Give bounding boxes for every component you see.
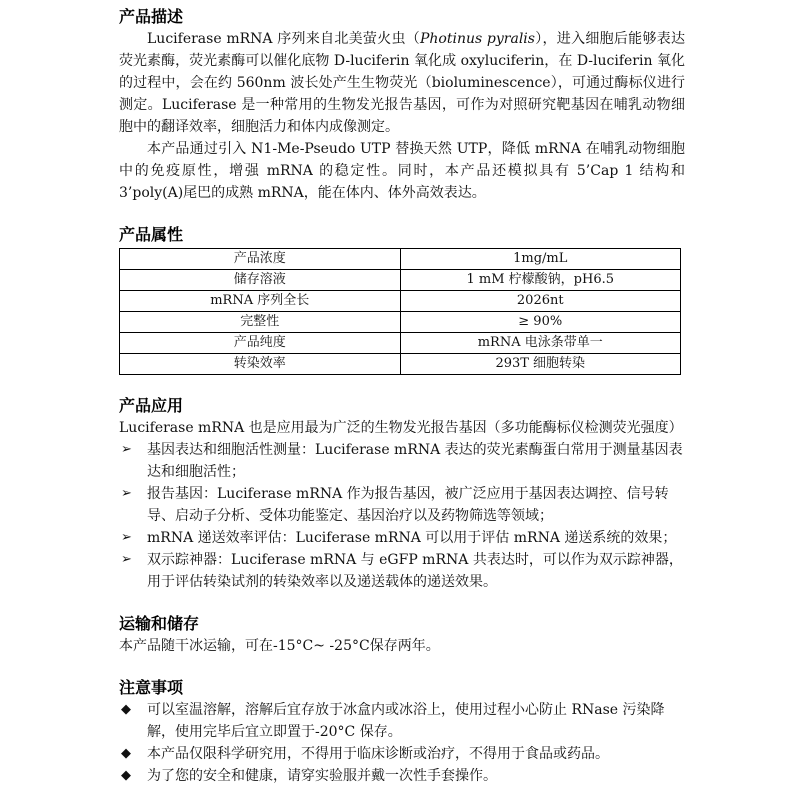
table-row [120,249,681,270]
list-item-text: 可以室温溶解，溶解后宜存放于冰盒内或冰浴上，使用过程小心防止 RNase 污染降解，使用完毕后宜立即置于-20°C 保存。 [147,702,665,740]
property-label: 产品纯度 [120,333,401,354]
description-text-a: Luciferase mRNA 序列来自北美萤火虫（ [147,31,420,47]
document-page [119,6,685,787]
properties-heading: 产品属性 [119,225,184,244]
property-label: 储存溶液 [120,270,401,291]
notes-section [119,677,685,787]
properties-section [119,224,685,375]
diamond-bullet-icon: ◆ [121,702,131,717]
species-name: Photinus pyralis [420,31,535,47]
application-intro: Luciferase mRNA 也是应用最为广泛的生物发光报告基因（多功能酶标仪检测荧光强度） [119,420,683,436]
list-item-text: mRNA 递送效率评估：Luciferase mRNA 可以用于评估 mRNA 递送系统的效果； [147,530,677,546]
application-heading: 产品应用 [119,396,184,415]
property-value: 1mg/mL [400,249,681,270]
property-label: 转染效率 [120,354,401,375]
description-paragraph-2: 本产品通过引入 N1-Me-Pseudo UTP 替换天然 UTP，降低 mRNA 在哺乳动物细胞中的免疫原性，增强 mRNA 的稳定性。同时，本产品还模拟具有 5’Cap 1 结构和 3’poly(A)尾巴的成熟 mRNA，能在体内、体外高效表达。 [119,141,685,201]
storage-text: 本产品随干冰运输，可在-15°C~ -25°C保存两年。 [119,638,440,654]
list-item-text: 基因表达和细胞活性测量：Luciferase mRNA 表达的荧光素酶蛋白常用于测量基因表达和细胞活性； [147,442,683,480]
arrow-bullet-icon: ➢ [121,486,132,501]
property-value: 1 mM 柠檬酸钠，pH6.5 [400,270,681,291]
table-row [120,270,681,291]
diamond-bullet-icon: ◆ [121,746,131,761]
list-item [119,765,685,787]
list-item-text: 为了您的安全和健康，请穿实验服并戴一次性手套操作。 [147,768,497,784]
list-item-text: 双示踪神器：Luciferase mRNA 与 eGFP mRNA 共表达时，可以作为双示踪神器，用于评估转染试剂的转染效率以及递送载体的递送效果。 [147,552,683,590]
storage-heading: 运输和储存 [119,614,200,633]
property-value: mRNA 电泳条带单一 [400,333,681,354]
property-value: ≥ 90% [400,312,681,333]
notes-heading: 注意事项 [119,678,184,697]
arrow-bullet-icon: ➢ [121,442,132,457]
list-item [119,439,685,483]
application-section [119,395,685,593]
storage-section [119,613,685,657]
diamond-bullet-icon: ◆ [121,768,131,783]
property-label: 产品浓度 [120,249,401,270]
description-paragraph-1 [119,28,685,138]
table-row [120,291,681,312]
list-item [119,699,685,743]
arrow-bullet-icon: ➢ [121,530,132,545]
description-text-b: ），进入细胞后能够表达荧光素酶，荧光素酶可以催化底物 D-luciferin 氧化成 oxyluciferin，在 D-luciferin 氧化的过程中，会在约 560nm 波长处产生生物荧光（bioluminescence），可通过酶标仪进行测定。Luciferase 是一种常用的生物发光报告基因，可作为对照研究靶基因在哺乳动物细胞中的翻译效率，细胞活力和体内成像测定。 [119,31,686,135]
table-row [120,333,681,354]
property-value: 293T 细胞转染 [400,354,681,375]
arrow-bullet-icon: ➢ [121,552,132,567]
list-item-text: 本产品仅限科学研究用，不得用于临床诊断或治疗，不得用于食品或药品。 [147,746,609,762]
list-item [119,549,685,593]
property-label: mRNA 序列全长 [120,291,401,312]
description-heading: 产品描述 [119,7,184,26]
application-list [119,439,685,593]
properties-table [119,248,681,375]
table-row [120,354,681,375]
list-item-text: 报告基因：Luciferase mRNA 作为报告基因，被广泛应用于基因表达调控、信号转导、启动子分析、受体功能鉴定、基因治疗以及药物筛选等领域； [147,486,669,524]
property-label: 完整性 [120,312,401,333]
list-item [119,743,685,765]
description-section [119,6,685,204]
list-item [119,527,685,549]
list-item [119,483,685,527]
table-row [120,312,681,333]
notes-list [119,699,685,787]
property-value: 2026nt [400,291,681,312]
